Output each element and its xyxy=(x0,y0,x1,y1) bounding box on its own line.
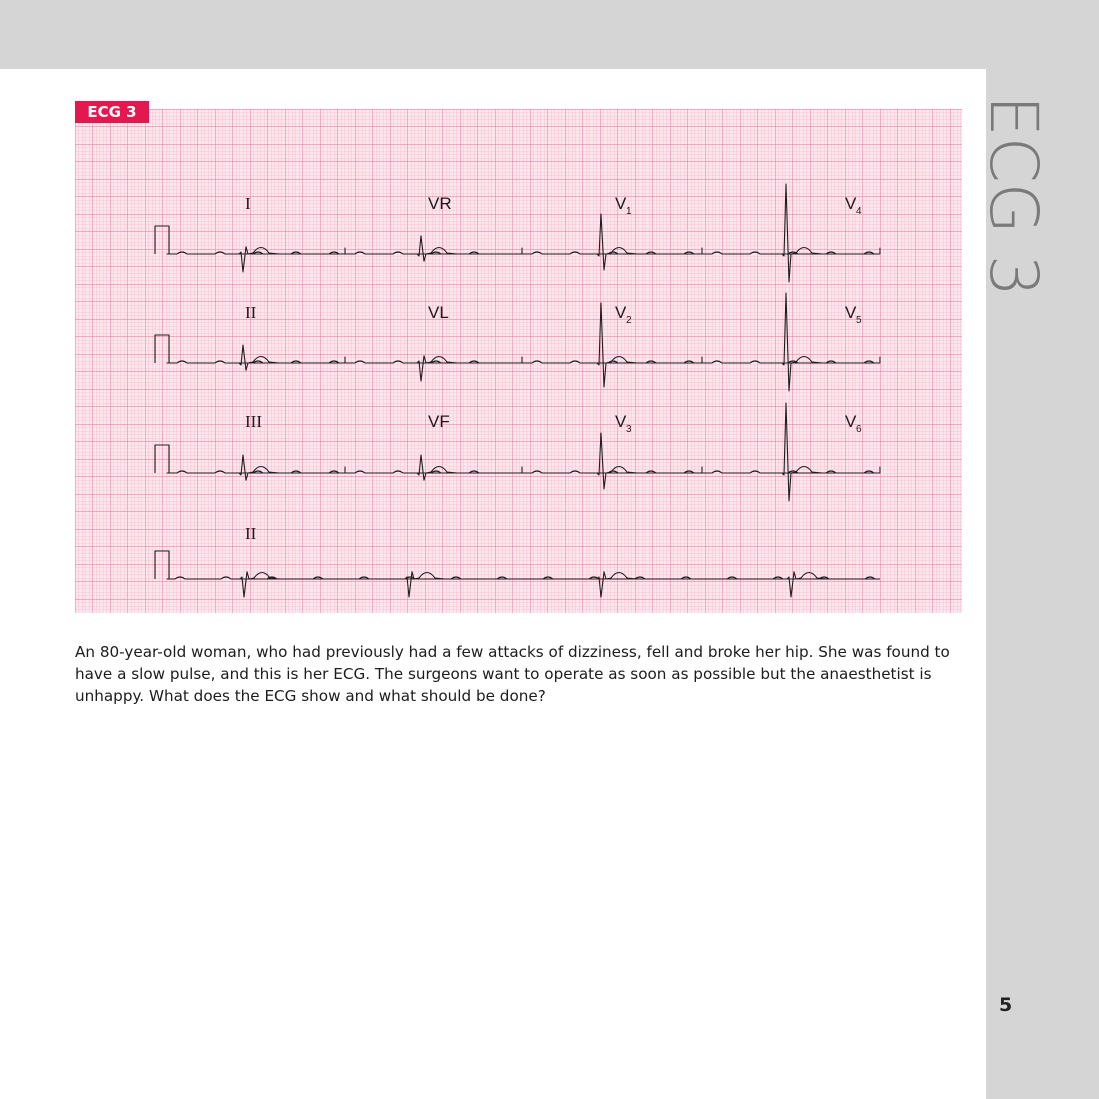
lead-label: III xyxy=(245,412,262,431)
lead-label-subscript: 2 xyxy=(626,315,632,326)
lead-label: V xyxy=(615,303,627,322)
ecg-strip xyxy=(75,109,962,613)
lead-label: II xyxy=(245,303,257,322)
lead-label: V xyxy=(845,412,857,431)
top-band xyxy=(0,0,1099,69)
lead-label-subscript: 3 xyxy=(626,424,632,435)
lead-label: II xyxy=(245,524,257,543)
lead-label-subscript: 5 xyxy=(856,315,862,326)
lead-label: VR xyxy=(428,194,452,213)
page-number: 5 xyxy=(999,994,1013,1016)
lead-label: V xyxy=(845,303,857,322)
lead-label: I xyxy=(245,194,251,213)
lead-label: V xyxy=(845,194,857,213)
lead-label-subscript: 4 xyxy=(856,206,862,217)
lead-label: V xyxy=(615,412,627,431)
lead-label-subscript: 1 xyxy=(626,206,632,217)
side-title: ECG 3 xyxy=(975,95,1052,297)
ecg-grid xyxy=(75,109,962,613)
lead-label: V xyxy=(615,194,627,213)
ecg-tag: ECG 3 xyxy=(75,101,149,123)
lead-label: VF xyxy=(428,412,450,431)
lead-label-subscript: 6 xyxy=(856,424,862,435)
lead-label: VL xyxy=(428,303,449,322)
case-description: An 80-year-old woman, who had previously had a few attacks of dizziness, fell and broke her hip. She was found to have a slow pulse, and this is her ECG. The surgeons want to operate as soon as possible but the anaesthetist is unhappy. What does the ECG show and what should be done? xyxy=(75,643,950,705)
